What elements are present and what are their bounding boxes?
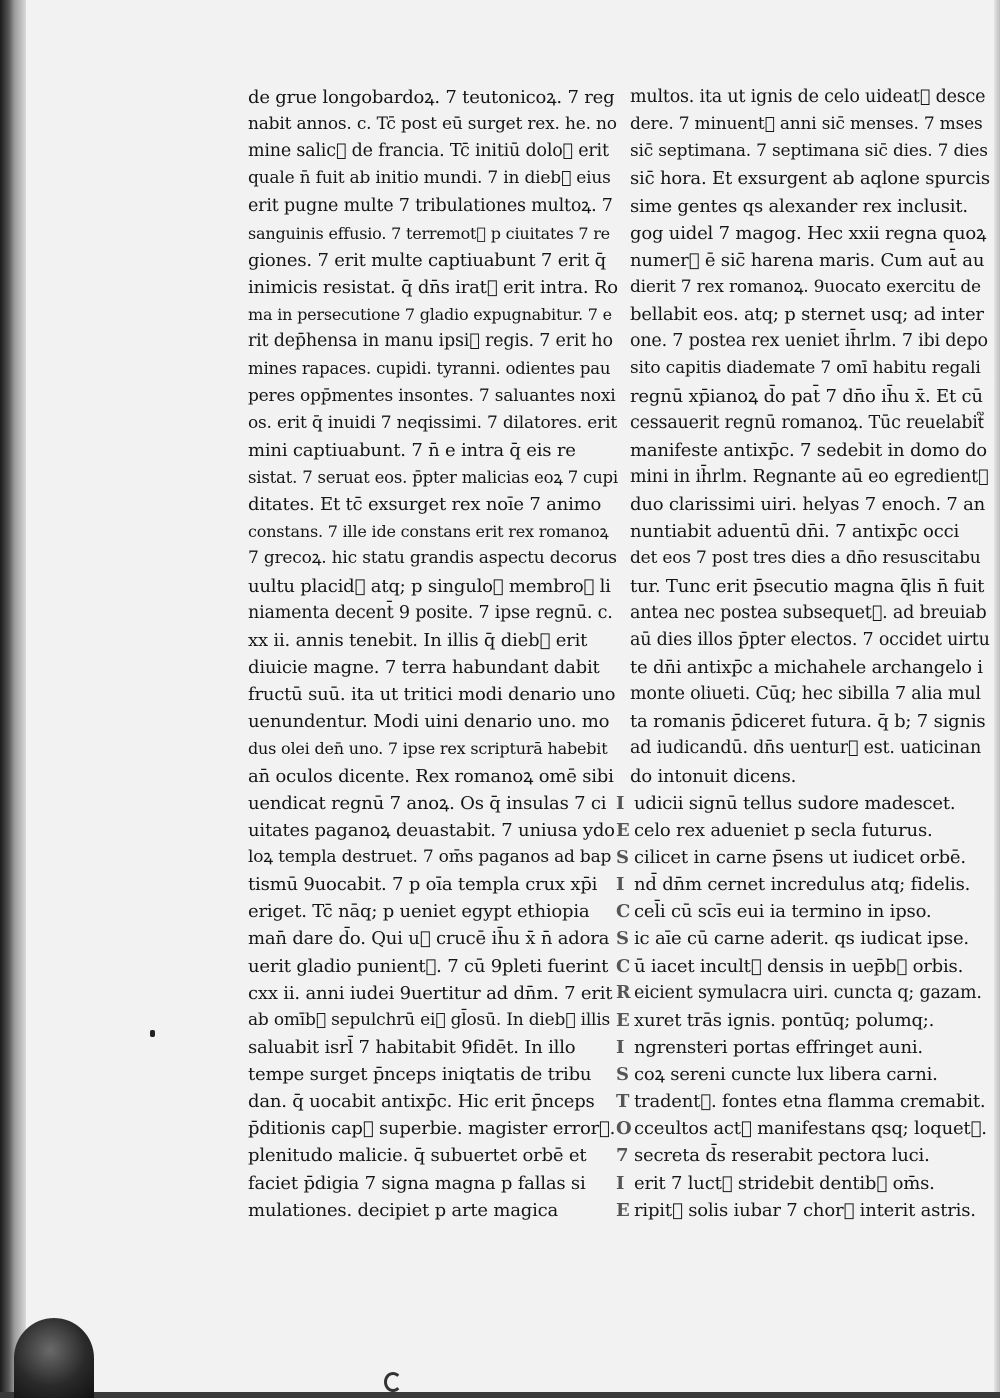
manuscript-line: te dn̄i antixp̄c a michahele archangelo i	[630, 656, 983, 678]
manuscript-line	[616, 1007, 990, 1034]
verse-initial-letter: 7	[616, 1145, 629, 1167]
manuscript-line	[616, 1034, 990, 1061]
manuscript-line: monte oliueti. Cūq; hec sibilla 7 alia mul	[630, 684, 981, 705]
manuscript-line	[616, 1088, 990, 1115]
verse-text: erit 7 luct᷑ stridebit dentib᷑ om̄s.	[634, 1172, 935, 1194]
verse-initial-letter: E	[616, 1009, 630, 1031]
manuscript-line: one. 7 postea rex ueniet ih̄rlm. 7 ibi depo	[630, 331, 988, 352]
manuscript-line: uitates paganoꝝ deuastabit. 7 uniusa ydo	[248, 819, 615, 841]
verse-initial-letter: S	[616, 1064, 629, 1086]
right-text-column	[616, 84, 990, 1224]
manuscript-line: rit dep̄hensa in manu ipsi᷑ regis. 7 erit ho	[248, 331, 613, 352]
manuscript-line: tempe surget p̄nceps iniqtatis de tribu	[248, 1064, 592, 1086]
verse-text: secreta d̄s reserabit pectora luci.	[634, 1145, 930, 1167]
verse-initial-letter: I	[616, 1172, 625, 1194]
manuscript-line: diuicie magne. 7 terra habundant dabit	[248, 656, 600, 678]
verse-text: cel̄i cū scīs eui ia termino in ipso.	[634, 901, 932, 923]
manuscript-line: saluabit isrl̄ 7 habitabit 9fidēt. In illo	[248, 1036, 576, 1058]
manuscript-line: bellabit eos. atq; p sternet usq; ad inter	[630, 304, 984, 326]
manuscript-line	[616, 898, 990, 925]
manuscript-line: antea nec postea subsequet᷑. ad breuiab	[630, 602, 987, 623]
manuscript-line	[616, 1170, 990, 1197]
manuscript-line: quale n̄ fuit ab initio mundi. 7 in dieb᷑ eius	[248, 168, 611, 189]
manuscript-line	[616, 817, 990, 844]
verse-initial-letter: C	[616, 955, 631, 977]
manuscript-line: tur. Tunc erit p̄secutio magna q̄lis n̄ fuit	[630, 575, 985, 597]
manuscript-line: man̄ dare d̄o. Qui u᷑ crucē ih̄u x̄ n̄ adora	[248, 928, 610, 950]
verse-text: coꝝ sereni cuncte lux libera carni.	[634, 1064, 938, 1086]
manuscript-line: numer᷑ ē sic̄ harena maris. Cum aut̄ au	[630, 249, 985, 271]
verse-initial-letter: E	[616, 819, 630, 841]
verse-text: cilicet in carne p̄sens ut iudicet orbē.	[634, 846, 966, 868]
manuscript-line: inimicis resistat. q̄ dn̄s irat᷑ erit intra. Ro	[248, 276, 618, 298]
manuscript-line	[616, 953, 990, 980]
verse-text: ic aīe cū carne aderit. qs iudicat ipse.	[634, 928, 969, 950]
manuscript-line: ab omīb᷑ sepulchrū ei᷑ gl̄osū. In dieb᷑ illis	[248, 1009, 611, 1030]
manuscript-line: aū dies illos p̄pter electos. 7 occidet uirtu	[630, 629, 990, 650]
manuscript-line: dus olei den̄ uno. 7 ipse rex scripturā habebit	[248, 739, 608, 759]
manuscript-line: sime gentes qs alexander rex inclusit.	[630, 195, 968, 217]
book-binding-gutter	[0, 0, 26, 1392]
page-edge	[994, 0, 1000, 1392]
manuscript-line: os. erit q̄ inuidi 7 neqissimi. 7 dilatores. erit	[248, 412, 617, 433]
manuscript-line: uerit gladio punient᷑. 7 cū 9pleti fuerint	[248, 955, 609, 977]
manuscript-line: loꝝ templa destruet. 7 om̄s paganos ad bap	[248, 846, 612, 867]
verse-text: eicient symulacra uiri. cuncta q; gazam.	[634, 982, 982, 1003]
manuscript-line: cxx ii. anni iudei 9uertitur ad dn̄m. 7 erit	[248, 982, 613, 1004]
manuscript-line: regnū xp̄ianoꝝ d̄o pat̄ 7 dn̄o ih̄u x̄. Et cū	[630, 385, 983, 407]
manuscript-line: multos. ita ut ignis de celo uideat᷑ desce	[630, 87, 986, 107]
manuscript-line: dan. q̄ uocabit antixp̄c. Hic erit p̄nceps	[248, 1091, 595, 1113]
manuscript-line: an̄ oculos dicente. Rex romanoꝝ omē sibi	[248, 765, 614, 787]
manuscript-line: xx ii. annis tenebit. In illis q̄ dieb᷑ erit	[248, 629, 588, 651]
manuscript-line: uenundentur. Modi uini denario uno. mo	[248, 711, 610, 733]
manuscript-line: ditates. Et tc̄ exsurget rex noīe 7 animo	[248, 494, 602, 516]
verse-text: cceultos act᷑ manifestans qsq; loquet᷑.	[634, 1118, 987, 1140]
manuscript-line: det eos 7 post tres dies a dn̄o resuscitabu	[630, 548, 981, 569]
ink-blot	[150, 1030, 155, 1037]
verse-initial-letter: I	[616, 792, 625, 814]
verse-text: tradent᷑. fontes etna flamma cremabit.	[634, 1091, 986, 1113]
left-text-column	[248, 84, 618, 1224]
verse-text: ū iacet incult᷑ densis in uep̄b᷑ orbis.	[634, 955, 964, 977]
manuscript-line: manifeste antixp̄c. 7 sedebit in domo do	[630, 439, 987, 461]
manuscript-line: sic̄ septimana. 7 septimana sic̄ dies. 7 dies	[630, 141, 988, 162]
manuscript-line: de grue longobardoꝝ. 7 teutonicoꝝ. 7 reg	[248, 87, 615, 108]
manuscript-line: faciet p̄digia 7 signa magna p fallas si	[248, 1172, 586, 1194]
manuscript-line	[616, 1197, 990, 1224]
holder-thumb	[14, 1318, 94, 1398]
verse-initial-letter: T	[616, 1091, 630, 1113]
manuscript-line: erit pugne multe 7 tribulationes multoꝝ. 7	[248, 195, 613, 216]
manuscript-line: cessauerit regnū romanoꝝ. Tūc reuelabit᷑	[630, 412, 984, 433]
manuscript-line	[616, 1061, 990, 1088]
manuscript-line: nabit annos. c. Tc̄ post eū surget rex. he. no	[248, 114, 617, 135]
manuscript-line: mini in ih̄rlm. Regnante aū eo egredient᷑	[630, 466, 989, 487]
manuscript-line: eriget. Tc̄ nāq; p ueniet egypt ethiopia	[248, 901, 590, 923]
manuscript-line: uultu placid᷑ atq; p singuloꝝ membroꝝ li	[248, 575, 611, 597]
verse-text: udicii signū tellus sudore madescet.	[634, 792, 956, 814]
verse-initial-letter: I	[616, 1036, 625, 1058]
manuscript-line: gog uidel 7 magog. Hec xxii regna quoꝝ	[630, 222, 987, 244]
verse-text: celo rex adueniet p secla futurus.	[634, 819, 933, 841]
verse-initial-letter: S	[616, 846, 629, 868]
manuscript-line	[616, 925, 990, 952]
verse-initial-letter: S	[616, 928, 629, 950]
manuscript-line: 7 grecoꝝ. hic statu grandis aspectu decorus	[248, 548, 617, 569]
verse-initial-letter: I	[616, 874, 625, 896]
manuscript-line: tismū 9uocabit. 7 p oīa templa crux xp̄i	[248, 874, 598, 896]
manuscript-line: ad iudicandū. dn̄s uentur᷑ est. uaticinan	[630, 738, 982, 759]
manuscript-line: uendicat regnū 7 anoꝝ. Os q̄ insulas 7 ci	[248, 792, 607, 814]
manuscript-line: p̄ditionis cap᷑ superbie. magister errorꝝ.	[248, 1118, 616, 1140]
manuscript-line: dierit 7 rex romanoꝝ. 9uocato exercitu de	[630, 276, 981, 297]
manuscript-line	[616, 844, 990, 871]
manuscript-line	[616, 980, 990, 1007]
verse-initial-letter: R	[616, 982, 631, 1003]
verse-text: ripit᷑ solis iubar 7 chor᷑ interit astris.	[634, 1199, 976, 1221]
verse-initial-letter: O	[616, 1118, 632, 1140]
manuscript-line: duo clarissimi uiri. helyas 7 enoch. 7 an	[630, 494, 986, 516]
manuscript-line	[616, 871, 990, 898]
manuscript-line: fructū suū. ita ut tritici modi denario uno	[248, 684, 616, 706]
manuscript-line: sic̄ hora. Et exsurgent ab aqlone spurcis	[630, 168, 990, 190]
verse-initial-letter: C	[616, 901, 631, 923]
manuscript-line: mines rapaces. cupidi. tyranni. odientes pau	[248, 359, 611, 379]
manuscript-line: ta romanis p̄diceret futura. q̄ b; 7 signis	[630, 711, 986, 733]
verse-text: xuret trās ignis. pontūq; polumq;.	[634, 1009, 935, 1031]
manuscript-line: constans. 7 ille ide constans erit rex romanoꝝ	[248, 522, 609, 542]
manuscript-line	[616, 1115, 990, 1142]
manuscript-line: giones. 7 erit multe captiuabunt 7 erit q̄	[248, 249, 606, 271]
manuscript-line: peres opp̄mentes insontes. 7 saluantes noxi	[248, 385, 616, 406]
manuscript-line	[616, 1142, 990, 1169]
manuscript-line: mulationes. decipiet p arte magica	[248, 1199, 559, 1221]
verse-text: nd̄ dn̄m cernet incredulus atq; fidelis.	[634, 874, 971, 896]
manuscript-line: mini captiuabunt. 7 n̄ e intra q̄ eis re	[248, 439, 576, 461]
manuscript-line: do intonuit dicens.	[630, 765, 797, 787]
manuscript-line: nuntiabit aduentū dn̄i. 7 antixp̄c occi	[630, 521, 960, 543]
manuscript-line: dere. 7 minuent᷑ anni sic̄ menses. 7 mses	[630, 114, 983, 135]
verse-text: ngrensteri portas effringet auni.	[634, 1036, 923, 1058]
manuscript-line: ma in persecutione 7 gladio expugnabitur. 7 e	[248, 305, 612, 325]
manuscript-line: sito capitis diademate 7 omī habitu regali	[630, 358, 981, 379]
manuscript-line	[616, 790, 990, 817]
verse-initial-letter: E	[616, 1199, 630, 1221]
manuscript-line: sanguinis effusio. 7 terremot᷑ p ciuitates 7 re	[248, 223, 610, 243]
manuscript-line: niamenta decent̄ 9 posite. 7 ipse regnū. c.	[248, 602, 613, 623]
manuscript-line: mine salic᷑ de francia. Tc̄ initiū doloꝝ erit	[248, 141, 609, 162]
ink-mark-crescent	[384, 1372, 402, 1392]
manuscript-line: sistat. 7 seruat eos. p̄pter malicias eoꝝ 7 cupi	[248, 467, 618, 487]
manuscript-line: plenitudo malicie. q̄ subuertet orbē et	[248, 1145, 587, 1167]
